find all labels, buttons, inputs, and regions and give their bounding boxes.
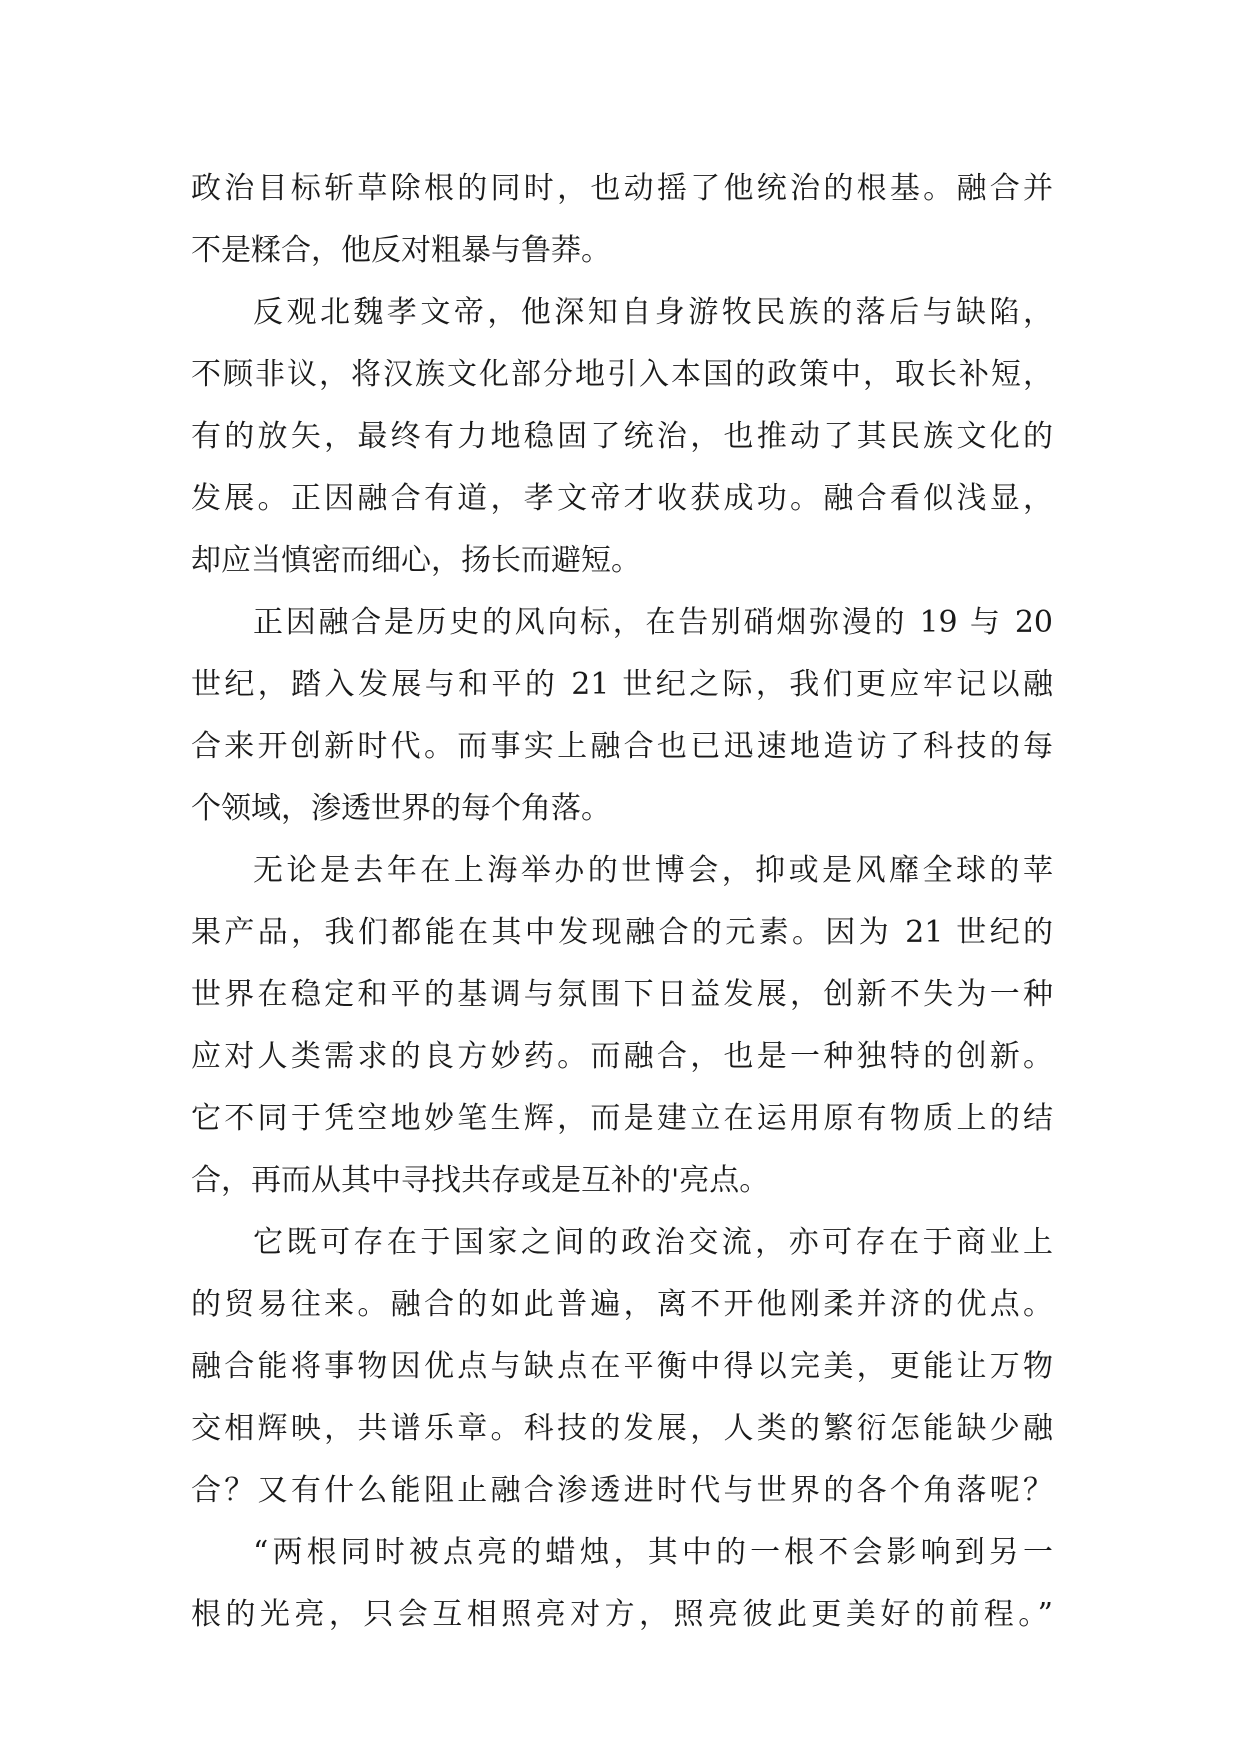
text-line: 有的放矢，最终有力地稳固了统治，也推动了其民族文化的 bbox=[191, 419, 1053, 454]
text-line: 融合能将事物因优点与缺点在平衡中得以完美，更能让万物 bbox=[191, 1349, 1053, 1384]
text-line: “两根同时被点亮的蜡烛，其中的一根不会影响到另一 bbox=[253, 1535, 1053, 1570]
text-line: 它不同于凭空地妙笔生辉，而是建立在运用原有物质上的结 bbox=[191, 1101, 1053, 1136]
text-line: 果产品，我们都能在其中发现融合的元素。因为 21 世纪的 bbox=[191, 915, 1053, 950]
text-line: 世界在稳定和平的基调与氛围下日益发展，创新不失为一种 bbox=[191, 977, 1053, 1012]
text-line: 不是糅合，他反对粗暴与鲁莽。 bbox=[191, 233, 611, 268]
text-line: 发展。正因融合有道，孝文帝才收获成功。融合看似浅显， bbox=[191, 481, 1053, 516]
text-line: 交相辉映，共谱乐章。科技的发展，人类的繁衍怎能缺少融 bbox=[191, 1411, 1053, 1446]
text-line: 反观北魏孝文帝，他深知自身游牧民族的落后与缺陷， bbox=[253, 295, 1053, 330]
text-line: 世纪，踏入发展与和平的 21 世纪之际，我们更应牢记以融 bbox=[191, 667, 1053, 702]
text-line: 合？又有什么能阻止融合渗透进时代与世界的各个角落呢？ bbox=[191, 1473, 1053, 1508]
text-line: 根的光亮，只会互相照亮对方，照亮彼此更美好的前程。” bbox=[191, 1597, 1053, 1632]
text-line: 正因融合是历史的风向标，在告别硝烟弥漫的 19 与 20 bbox=[253, 605, 1053, 640]
text-line: 合来开创新时代。而事实上融合也已迅速地造访了科技的每 bbox=[191, 729, 1053, 764]
text-line: 的贸易往来。融合的如此普遍，离不开他刚柔并济的优点。 bbox=[191, 1287, 1053, 1322]
text-line: 合，再而从其中寻找共存或是互补的'亮点。 bbox=[191, 1163, 770, 1198]
text-line: 它既可存在于国家之间的政治交流，亦可存在于商业上 bbox=[253, 1225, 1053, 1260]
text-line: 个领域，渗透世界的每个角落。 bbox=[191, 791, 611, 826]
text-line: 却应当慎密而细心，扬长而避短。 bbox=[191, 543, 641, 578]
text-line: 应对人类需求的良方妙药。而融合，也是一种独特的创新。 bbox=[191, 1039, 1053, 1074]
body-text bbox=[191, 158, 1053, 1646]
text-line: 政治目标斩草除根的同时，也动摇了他统治的根基。融合并 bbox=[191, 171, 1053, 206]
text-line: 不顾非议，将汉族文化部分地引入本国的政策中，取长补短， bbox=[191, 357, 1053, 392]
text-line: 无论是去年在上海举办的世博会，抑或是风靡全球的苹 bbox=[253, 853, 1053, 888]
